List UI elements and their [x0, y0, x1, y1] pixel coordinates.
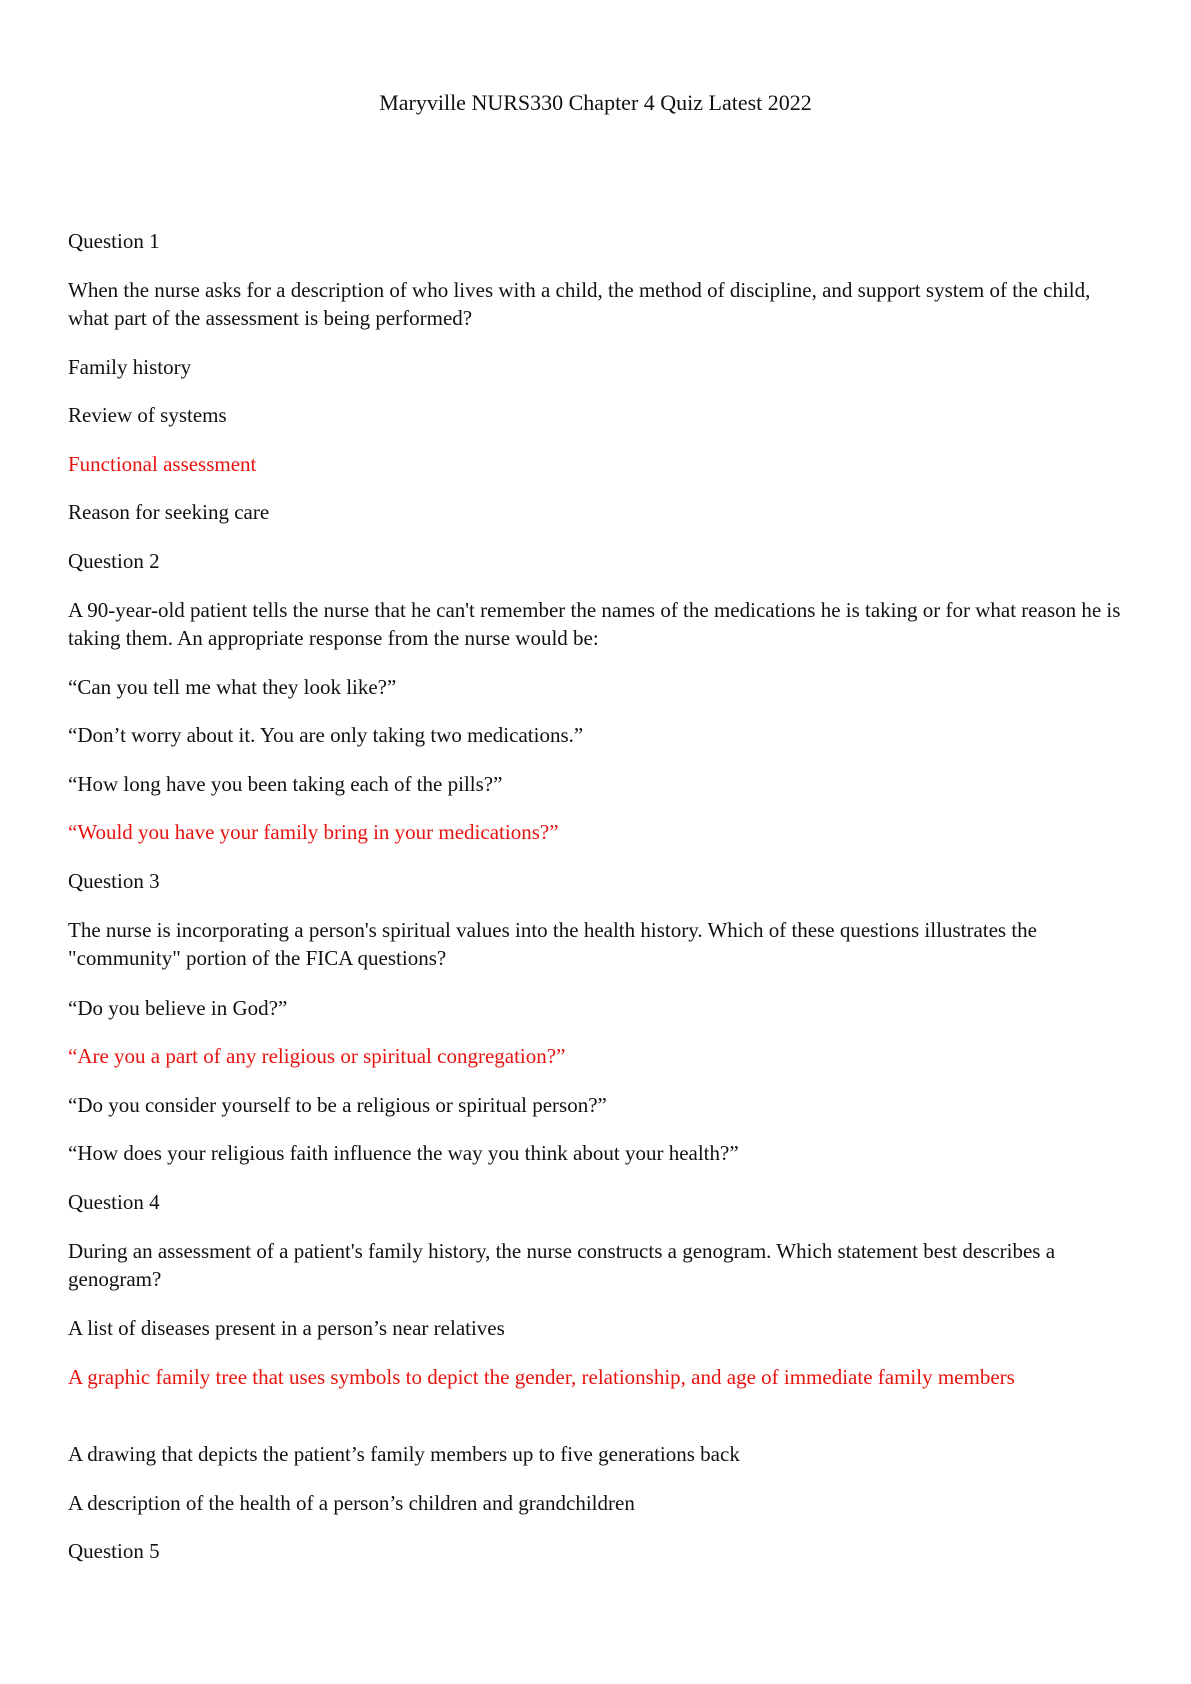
question-1-option-b: Review of systems: [68, 403, 227, 427]
question-1-option-d: Reason for seeking care: [68, 500, 270, 524]
document-title: Maryville NURS330 Chapter 4 Quiz Latest 2022: [379, 90, 812, 115]
question-2-prompt: A 90-year-old patient tells the nurse that he can't remember the names of the medications he is taking or for what reason he is taking them. An appropriate response from the nurse would be:: [68, 598, 1121, 650]
question-3-option-c: “Do you consider yourself to be a religious or spiritual person?”: [68, 1093, 607, 1117]
question-5-label: Question 5: [68, 1539, 160, 1563]
question-4-option-a: A list of diseases present in a person’s near relatives: [68, 1316, 505, 1340]
question-2-option-d-correct: “Would you have your family bring in your medications?”: [68, 820, 559, 844]
question-4-option-c: A drawing that depicts the patient’s family members up to five generations back: [68, 1442, 740, 1466]
question-3-prompt: The nurse is incorporating a person's spiritual values into the health history. Which of these questions illustrates the "community" portion of the FICA questions?: [68, 918, 1037, 970]
question-1-option-c-correct: Functional assessment: [68, 452, 257, 476]
question-1-prompt: When the nurse asks for a description of who lives with a child, the method of discipline, and support system of the child, what part of the assessment is being performed?: [68, 278, 1091, 330]
question-4-option-d: A description of the health of a person’s children and grandchildren: [68, 1491, 635, 1515]
question-2-option-a: “Can you tell me what they look like?”: [68, 675, 397, 699]
question-2-option-c: “How long have you been taking each of the pills?”: [68, 772, 503, 796]
question-3-option-b-correct: “Are you a part of any religious or spiritual congregation?”: [68, 1044, 566, 1068]
question-3-option-d: “How does your religious faith influence the way you think about your health?”: [68, 1141, 739, 1165]
question-4-option-b-correct: A graphic family tree that uses symbols to depict the gender, relationship, and age of immediate family members: [68, 1365, 1015, 1389]
question-4-label: Question 4: [68, 1190, 160, 1214]
question-1-option-a: Family history: [68, 355, 192, 379]
question-2-option-b: “Don’t worry about it. You are only taking two medications.”: [68, 723, 584, 747]
question-2-label: Question 2: [68, 549, 160, 573]
question-4-prompt: During an assessment of a patient's family history, the nurse constructs a genogram. Which statement best describes a genogram?: [68, 1239, 1056, 1291]
question-3-option-a: “Do you believe in God?”: [68, 996, 288, 1020]
question-1-label: Question 1: [68, 229, 160, 253]
question-3-label: Question 3: [68, 869, 160, 893]
